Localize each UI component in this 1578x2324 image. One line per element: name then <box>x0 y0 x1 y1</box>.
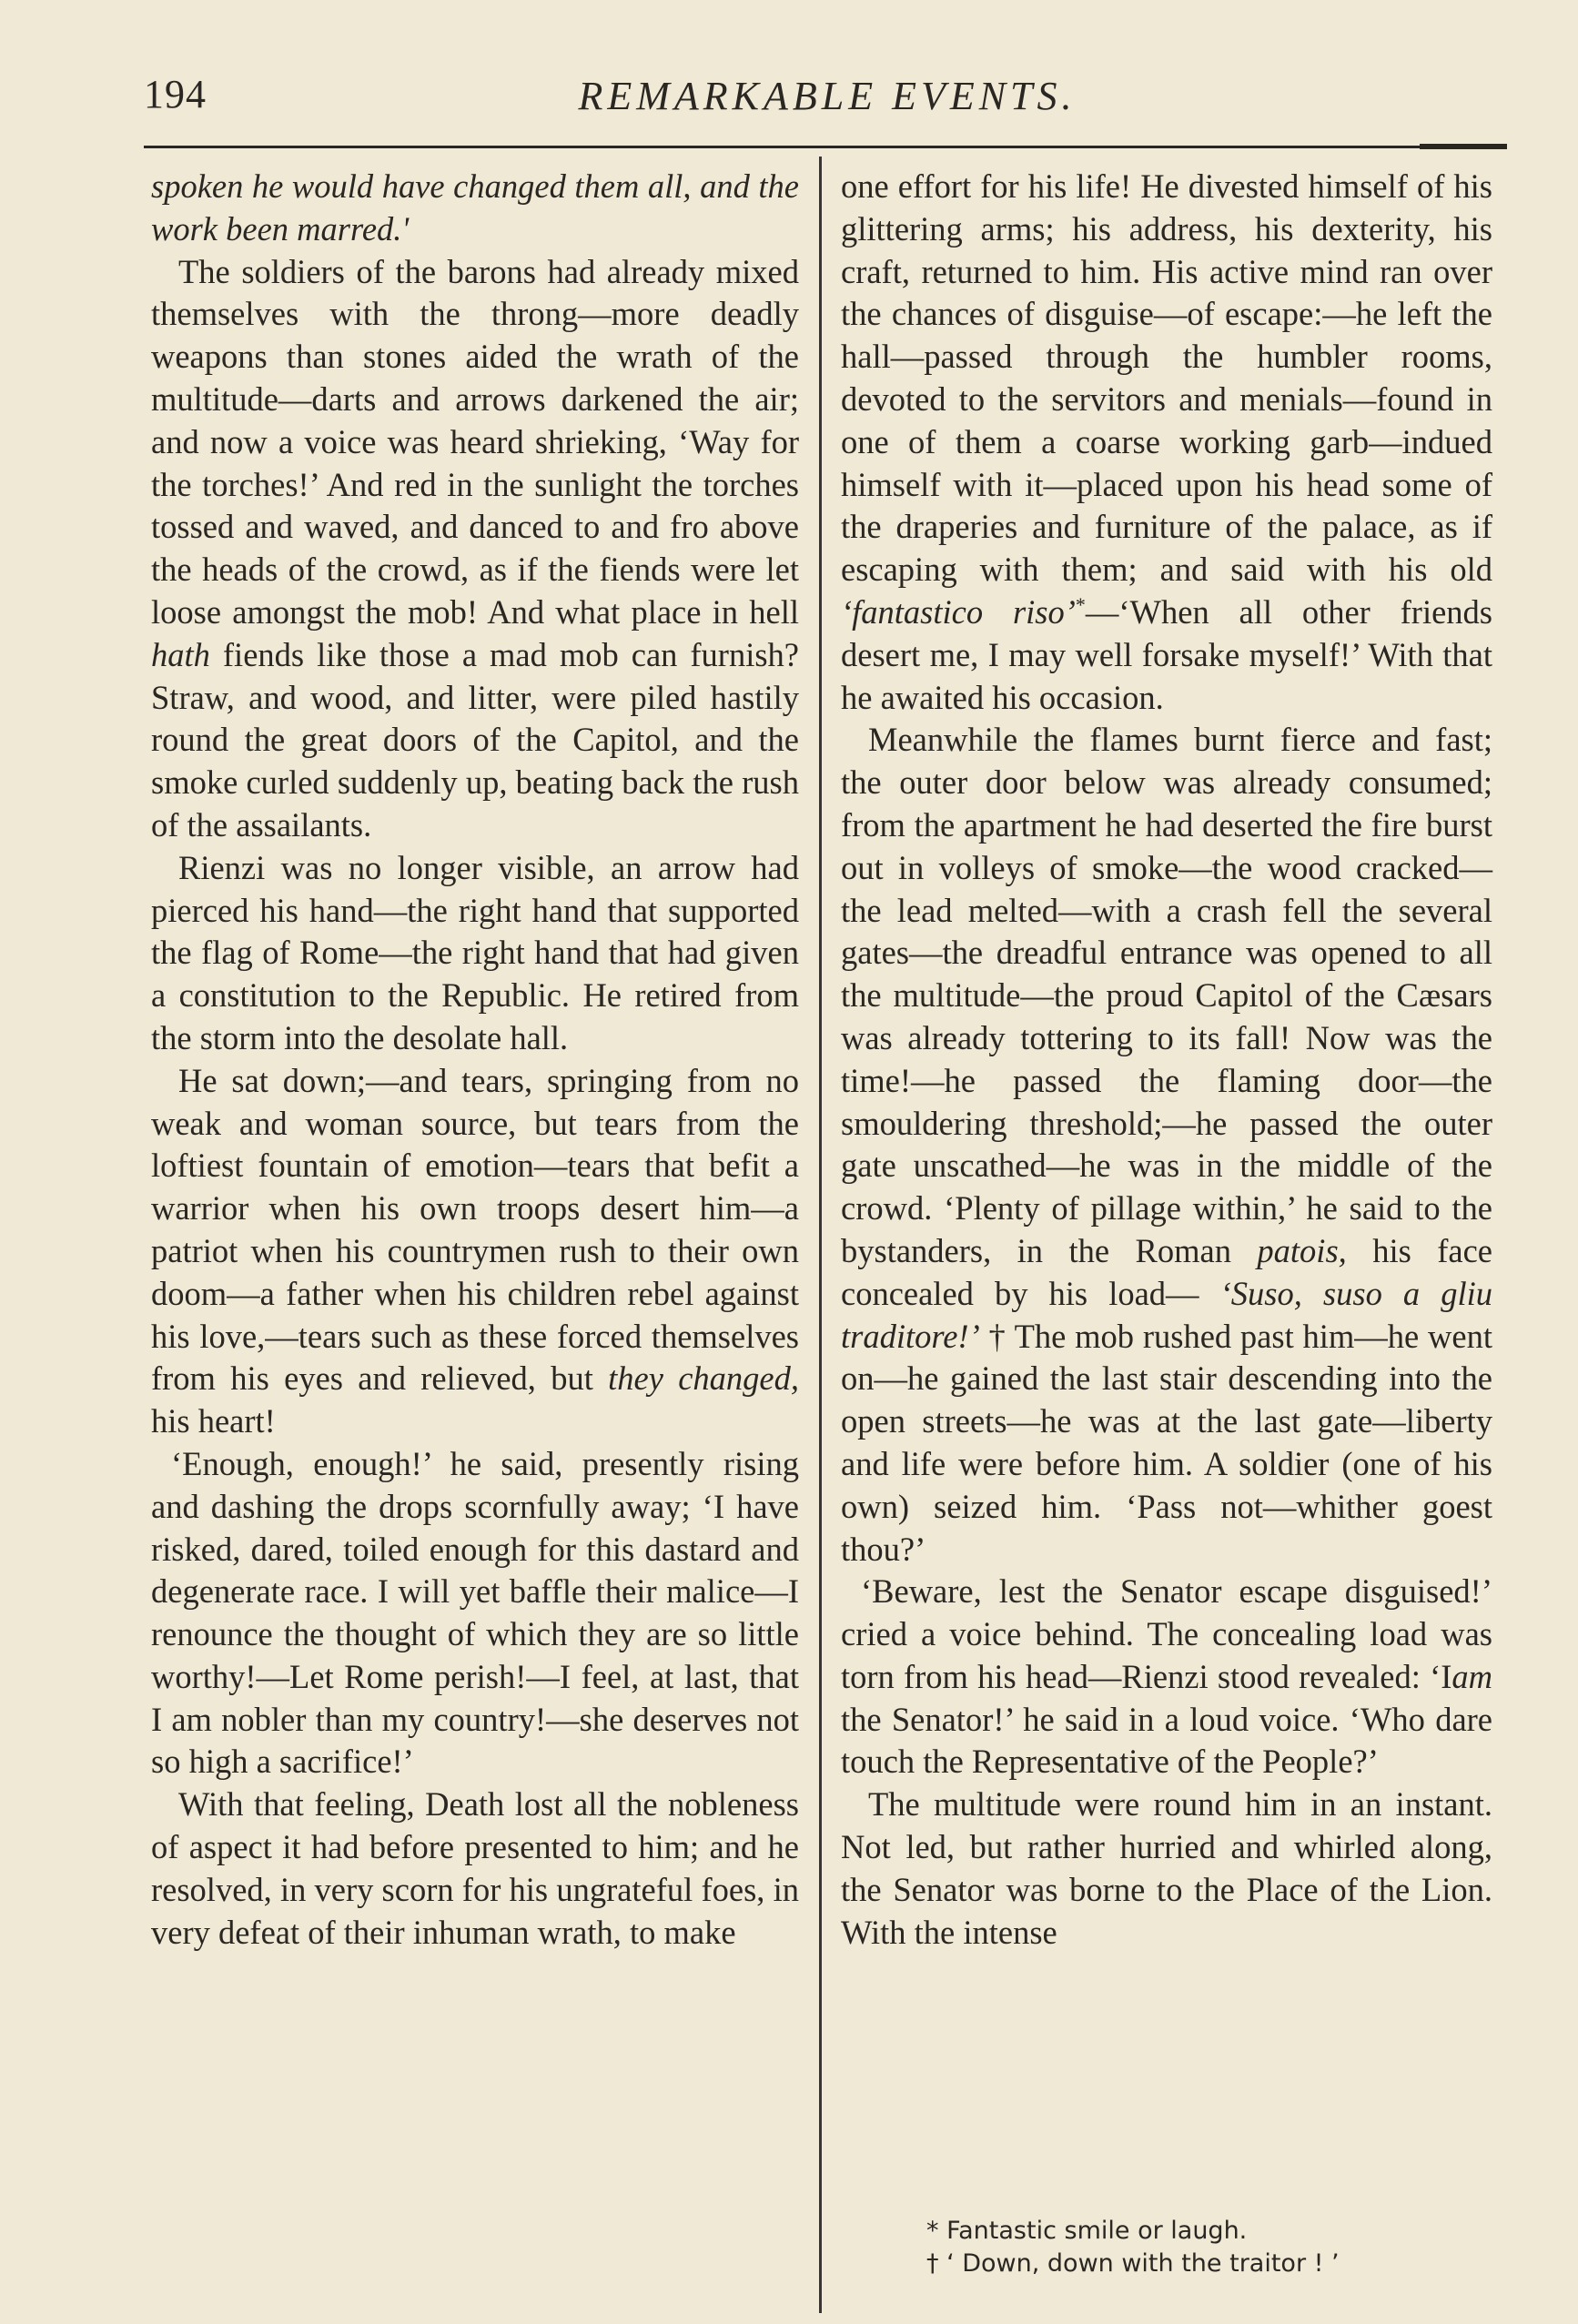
paragraph: The multitude were round him in an instant. Not led, but rather hurried and whirled along, the Senator was borne to the Place of the Lion. With the intense <box>841 1785 1492 1951</box>
paragraph: Meanwhile the flames burnt fierce and fast; the outer door below was already consumed; from the apartment he had deserted the fire burst out in volleys of smoke—the wood cracked—the lead melted—with a crash fell the several gates—the dreadful entrance was opened to all the multitude—the proud Capitol of the Cæsars was already tottering to its fall! Now was the time!—he passed the flaming door—the smouldering threshold;—he passed the outer gate unscathed—he was in the middle of the crowd. ‘Plenty of pillage within,’ he said to the bystanders, in the Roman patois, his face concealed by his load— ‘Suso, suso a gliu traditore!’ † The mob rushed past him—he went on—he gained the last stair descending into the open streets—he was at the last gate—liberty and life were before him. A soldier (one of his own) seized him. ‘Pass not—whither goest thou?’ <box>841 721 1493 1568</box>
footnote: * Fantastic smile or laugh. <box>926 2217 1248 2245</box>
italic-text: am <box>1452 1657 1492 1695</box>
paragraph <box>151 166 799 251</box>
paragraph: ‘Beware, lest the Senator escape disguised!’ cried a voice behind. The concealing load was torn from his head—Rienzi stood revealed: ‘Iam the Senator!’ he said in a loud voice. ‘Who dare touch the Representative of the People?’ <box>841 1572 1492 1781</box>
page-number: 194 <box>144 72 207 116</box>
running-head: REMARKABLE EVENTS. <box>578 74 1077 118</box>
paragraph: The soldiers of the barons had already mixed themselves with the throng—more deadly weapons than stones aided the wrath of the multitude—darts and arrows darkened the air; and now a voice was heard shrieking, ‘Way for the torches!’ And red in the sunlight the torches tossed and waved, and danced to and fro above the heads of the crowd, as if the fiends were let loose amongst the mob! And what place in hell hath fiends like those a mad mob can furnish? Straw, and wood, and litter, were piled hastily round the great doors of the Capitol, and the smoke curled suddenly up, beating back the rush of the assailants. <box>151 252 800 844</box>
footnote-marker: † <box>988 1317 1006 1355</box>
footnote: † ‘ Down, down with the traitor ! ’ <box>926 2249 1340 2278</box>
left-column <box>151 166 799 1954</box>
italic-text: spoken he would have changed them all, and the work been marred.' <box>151 167 799 248</box>
paragraph: Rienzi was no longer visible, an arrow had pierced his hand—the right hand that supported the flag of Rome—the right hand that had given a constitution to the Republic. He retired from the storm into the desolate hall. <box>151 848 799 1056</box>
right-column <box>841 166 1492 1954</box>
italic-text: ‘Suso, suso a gliu traditore!’ <box>841 1274 1492 1355</box>
column-divider <box>819 157 822 2313</box>
page-header <box>144 64 1511 136</box>
italic-text: ‘fantastico riso’ <box>841 592 1076 631</box>
paragraph: He sat down;—and tears, springing from no weak and woman source, but tears from the loftiest fountain of emotion—tears that befit a warrior when his own troops desert him—a patriot when his countrymen rush to their own doom—a father when his children rebel against his love,—tears such as these forced themselves from his eyes and relieved, but they changed, his heart! <box>151 1061 800 1440</box>
italic-text: they changed, <box>608 1359 800 1398</box>
header-rule-end <box>1420 144 1507 149</box>
italic-text: hath <box>151 635 210 673</box>
paragraph: ‘Enough, enough!’ he said, presently rising and dashing the drops scornfully away; ‘I have risked, dared, toiled enough for this dastard and degenerate race. I will yet baffle their malice—I renounce the thought of which they are so little worthy!—Let Rome perish!—I feel, at last, that I am nobler than my country!—she deserves not so high a sacrifice!’ <box>151 1444 799 1781</box>
italic-text: patois, <box>1257 1231 1347 1269</box>
paragraph: one effort for his life! He divested himself of his glittering arms; his address, his dexterity, his craft, returned to him. His active mind ran over the chances of disguise—of escape:—he left the hall—passed through the humbler rooms, devoted to the servitors and menials—found in one of them a coarse working garb—indued himself with it—placed upon his head some of the draperies and furniture of the palace, as if escaping with them; and said with his old ‘fantastico riso’*—‘When all other friends desert me, I may well forsake myself!’ With that he awaited his occasion. <box>841 167 1493 716</box>
footnotes <box>926 2215 1491 2280</box>
header-rule <box>144 146 1507 148</box>
paragraph: With that feeling, Death lost all the nobleness of aspect it had before presented to him; and he resolved, in very scorn for his ungrateful foes, in very defeat of their inhuman wrath, to make <box>151 1785 799 1951</box>
footnote-marker: * <box>1075 592 1086 616</box>
